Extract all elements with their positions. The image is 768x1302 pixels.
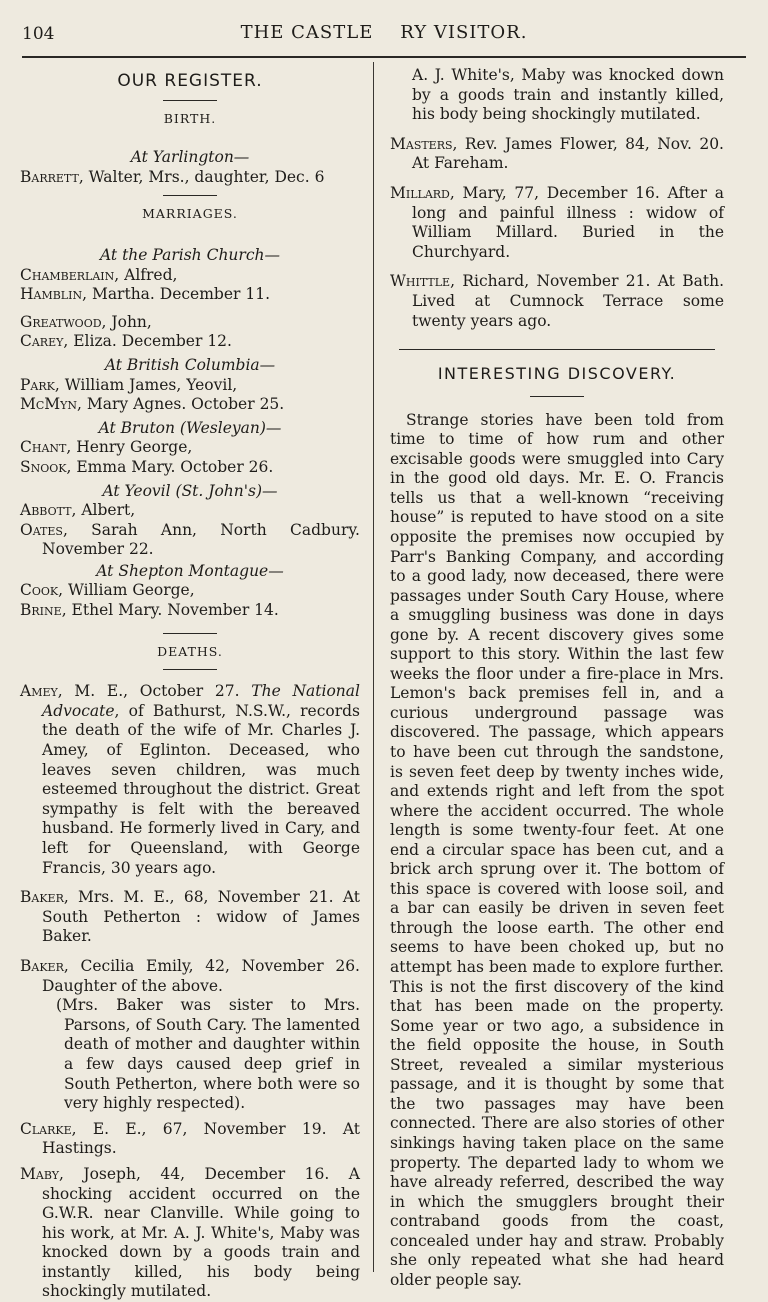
header-rule	[22, 56, 746, 58]
death-entry: Clarke, E. E., 67, November 19. At Hastings.	[20, 1119, 360, 1158]
left-column	[20, 66, 360, 1301]
marriage-entry: Carey, Eliza. December 12.	[20, 332, 232, 351]
register-heading: OUR REGISTER.	[117, 71, 263, 91]
page-title: THE CASTLE RY VISITOR.	[240, 22, 528, 43]
rule	[163, 100, 217, 101]
discovery-heading: INTERESTING DISCOVERY.	[437, 364, 677, 384]
birth-heading: BIRTH.	[163, 110, 217, 126]
discovery-body: Strange stories have been told from time to time of how rum and other excisable goods were smuggled into Cary in the good old days. Mr. E. O. Francis tells us that a well-known “receiving house” is reputed to have stood on a site opposite the premises now occupied by Parr's Banking Company, and according to a good lady, now deceased, there were passages under South Cary House, where a smuggling business was done in days gone by. A recent discovery gives some support to this story. Within the last few weeks the floor under a fire-place in Mrs. Lemon's back premises fell in, and a curious underground passage was discovered. The passage, which appears to have been cut through the sandstone, is seven feet deep by twenty inches wide, and extends right and left from the spot where the accident occurred. The whole length is some twenty-four feet. At one end a circular space has been cut, and a brick arch sprung over it. The bottom of this space is covered with loose soil, and a bar can easily be driven in seven feet through the loose earth. The other end seems to have been choked up, but no attempt has been made to explore further. This is not the first discovery of the kind that has been made on the property. Some year or two ago, a subsidence in the field opposite the house, in South Street, revealed a similar mysterious passage, and it is thought by some that the two passages may have been connected. There are also stories of other sinkings having taken place on the same property. The departed lady to whom we have already referred, described the way in which the smugglers brought their contraband goods from the coast, concealed under hay and straw. Probably she only repeated what she had heard older people say.	[390, 410, 724, 1289]
rule	[163, 669, 217, 670]
birth-location: At Yarlington—	[130, 148, 250, 167]
death-entry: Baker, Mrs. M. E., 68, November 21. At South Petherton : widow of James Baker.	[20, 888, 360, 946]
rule	[530, 396, 584, 397]
marriage-entry: McMyn, Mary Agnes. October 25.	[20, 395, 285, 414]
death-entry: Millard, Mary, 77, December 16. After a long and painful illness : widow of William Millard. Buried in the Churchyard.	[390, 183, 724, 261]
marriages-heading: MARRIAGES.	[142, 206, 238, 222]
marriage-entry: Chant, Henry George,	[20, 438, 193, 457]
marriage-location: At the Parish Church—	[100, 245, 280, 264]
death-entry: Masters, Rev. James Flower, 84, Nov. 20. At Fareham.	[390, 134, 724, 173]
deaths-heading: DEATHS.	[157, 643, 223, 659]
column-divider	[373, 62, 374, 1272]
marriage-entry: Abbott, Albert,	[20, 501, 136, 520]
marriage-location: At British Columbia—	[104, 355, 276, 374]
section-rule	[399, 349, 715, 350]
marriage-location: At Shepton Montague—	[96, 561, 284, 580]
marriage-entry: Oates, Sarah Ann, North Cadbury. November 22.	[20, 520, 360, 559]
death-entry: Baker, Cecilia Emily, 42, November 26. Daughter of the above.	[20, 956, 360, 995]
death-entry-continuation: A. J. White's, Maby was knocked down by a goods train and instantly killed, his body being shockingly mutilated.	[412, 66, 724, 124]
rule	[163, 633, 217, 634]
marriage-entry: Hamblin, Martha. December 11.	[20, 285, 271, 304]
marriage-entry: Cook, William George,	[20, 581, 195, 600]
marriage-entry: Chamberlain, Alfred,	[20, 265, 178, 284]
marriage-location: At Bruton (Wesleyan)—	[98, 418, 282, 437]
death-entry-continued: Maby, Joseph, 44, December 16. A shocking accident occurred on the G.W.R. near Clanville. While going to his work, at Mr. A. J. White's, Maby was knocked down by a goods train and instantly killed, his body being shockingly mutilated.	[20, 1164, 360, 1301]
rule	[163, 195, 217, 196]
marriage-entry: Snook, Emma Mary. October 26.	[20, 457, 274, 476]
death-note: (Mrs. Baker was sister to Mrs. Parsons, of South Cary. The lamented death of mother and daughter within a few days caused deep grief in South Petherton, where both were so very highly respected).	[56, 996, 360, 1113]
marriage-entry: Park, William James, Yeovil,	[20, 375, 238, 394]
marriage-location: At Yeovil (St. John's)—	[102, 481, 278, 500]
death-entry: Whittle, Richard, November 21. At Bath. Lived at Cumnock Terrace some twenty years ago.	[390, 272, 724, 330]
marriage-entry: Greatwood, John,	[20, 312, 152, 331]
marriage-entry: Brine, Ethel Mary. November 14.	[20, 601, 279, 620]
page-number: 104	[22, 24, 55, 44]
right-column	[390, 66, 724, 1290]
death-entry: Amey, M. E., October 27. The National Advocate, of Bathurst, N.S.W., records the death of the wife of Mr. Charles J. Amey, of Eglinton. Deceased, who leaves seven children, was much esteemed throughout the district. Great sympathy is felt with the bereaved husband. He formerly lived in Cary, and left for Queensland, with George Francis, 30 years ago.	[20, 682, 360, 877]
birth-entry: Barrett, Walter, Mrs., daughter, Dec. 6	[20, 167, 325, 186]
